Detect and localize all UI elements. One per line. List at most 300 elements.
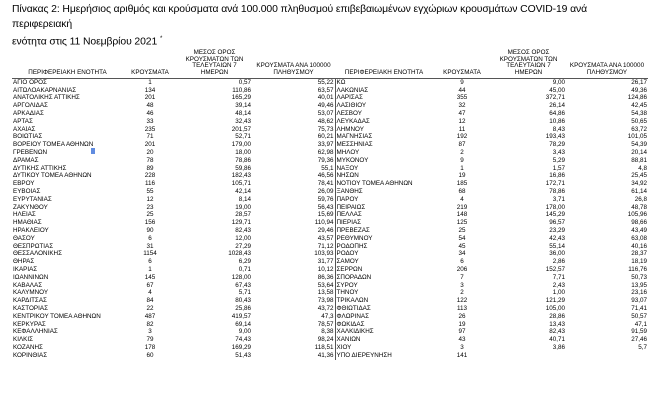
left-cases-value: 46 bbox=[146, 110, 154, 117]
right-per100k-value: 43,49 bbox=[631, 226, 647, 234]
left-avg-value: 27,29 bbox=[235, 242, 251, 250]
left-region-name: ΑΙΤΩΛΟΑΚΑΡΝΑΝΙΑΣ bbox=[13, 86, 77, 94]
right-cases-value: 3 bbox=[460, 281, 464, 289]
right-cases-value: 11 bbox=[458, 125, 466, 133]
left-per100k-value: 43,57 bbox=[252, 235, 335, 243]
left-per100k-value: 103,93 bbox=[252, 250, 335, 258]
left-avg-value: 48,14 bbox=[235, 110, 251, 117]
left-avg-value: 0,71 bbox=[238, 265, 251, 273]
left-avg-value: 182,43 bbox=[231, 172, 251, 180]
left-region-name: ΗΜΑΘΙΑΣ bbox=[13, 219, 42, 227]
left-per100k-value: 41,36 bbox=[252, 352, 335, 360]
left-region-name: ΒΟΙΩΤΙΑΣ bbox=[13, 133, 43, 141]
left-region-name: ΕΒΡΟΥ bbox=[13, 180, 35, 188]
left-per100k-value: 78,57 bbox=[252, 321, 335, 329]
right-avg-value: 145,29 bbox=[545, 211, 565, 219]
left-avg-value: 69,14 bbox=[235, 320, 251, 328]
left-avg-value: 52,71 bbox=[235, 133, 251, 141]
right-per100k-value: 23,16 bbox=[631, 289, 647, 297]
table-row bbox=[12, 344, 648, 352]
right-region-name: ΛΑΡΙΣΑΣ bbox=[336, 94, 363, 102]
left-per100k-value: 78,41 bbox=[252, 180, 335, 188]
table-row bbox=[12, 328, 648, 336]
right-avg-value: 3,71 bbox=[552, 195, 565, 203]
table-row bbox=[12, 110, 648, 118]
right-region-name: ΝΑΞΟΥ bbox=[336, 164, 359, 172]
left-per100k-value: 60,21 bbox=[252, 133, 335, 141]
header-region-right: ΠΕΡΙΦΕΡΕΙΑΚΗ ΕΝΟΤΗΤΑ bbox=[335, 50, 433, 78]
left-per100k-value: 43,72 bbox=[252, 305, 335, 313]
left-cases-value: 67 bbox=[146, 281, 154, 289]
right-cases-value: 87 bbox=[458, 141, 466, 149]
right-cases-value: 45 bbox=[458, 242, 466, 250]
left-cases-value: 48 bbox=[146, 102, 154, 110]
right-per100k-value: 116,76 bbox=[628, 265, 647, 273]
right-cases-value: 68 bbox=[458, 187, 466, 195]
left-cases-value: 228 bbox=[144, 172, 156, 180]
left-region-name: ΚΑΛΥΜΝΟΥ bbox=[13, 289, 49, 297]
right-cases-value: 54 bbox=[458, 234, 466, 242]
right-avg-value: 2,86 bbox=[552, 258, 565, 266]
right-cases-value: 4 bbox=[460, 195, 464, 203]
table-row bbox=[12, 305, 648, 313]
left-cases-value: 82 bbox=[146, 320, 154, 328]
right-cases-value: 19 bbox=[458, 320, 466, 328]
left-cases-value: 12 bbox=[146, 195, 154, 203]
right-avg-value: 13,43 bbox=[549, 320, 565, 328]
header-region-left: ΠΕΡΙΦΕΡΕΙΑΚΗ ΕΝΟΤΗΤΑ bbox=[12, 50, 123, 78]
right-per100k-value: 101,05 bbox=[627, 133, 647, 141]
left-avg-value: 82,43 bbox=[235, 226, 251, 234]
right-cases-value: 44 bbox=[458, 86, 466, 94]
right-cases-value: 25 bbox=[458, 226, 466, 234]
left-region-name: ΘΗΡΑΣ bbox=[13, 258, 35, 266]
right-per100k-value: 93,07 bbox=[631, 297, 647, 305]
right-cases-value: 206 bbox=[456, 265, 468, 273]
left-cases-value: 79 bbox=[146, 336, 154, 344]
table-row bbox=[12, 94, 648, 102]
right-per100k-value: 63,72 bbox=[631, 125, 647, 133]
right-per100k-value: 5,7 bbox=[638, 343, 647, 351]
left-per100k-value: 49,46 bbox=[252, 102, 335, 110]
left-cases-value: 134 bbox=[144, 86, 156, 94]
right-per100k-value: 54,39 bbox=[631, 141, 647, 149]
left-region-name: ΒΟΡΕΙΟΥ ΤΟΜΕΑ ΑΘΗΝΩΝ bbox=[13, 141, 94, 149]
left-cases-value: 20 bbox=[146, 148, 154, 156]
right-cases-value: 122 bbox=[456, 297, 468, 305]
left-region-name: ΗΡΑΚΛΕΙΟΥ bbox=[13, 226, 49, 234]
left-cases-value: 71 bbox=[146, 133, 154, 141]
left-avg-value: 9,00 bbox=[238, 328, 251, 336]
left-cases-value: 84 bbox=[146, 297, 154, 305]
left-cases-value: 178 bbox=[144, 343, 156, 351]
left-cases-value: 4 bbox=[148, 289, 152, 297]
left-cases-value: 1 bbox=[148, 78, 152, 86]
left-per100k-value: 73,98 bbox=[252, 297, 335, 305]
table-row bbox=[12, 149, 648, 157]
left-per100k-value: 15,69 bbox=[252, 211, 335, 219]
right-avg-value: 96,57 bbox=[549, 219, 565, 227]
right-region-name: ΠΕΛΛΑΣ bbox=[336, 211, 362, 219]
left-avg-value: 67,43 bbox=[235, 281, 251, 289]
left-region-name: ΘΑΣΟΥ bbox=[13, 234, 35, 242]
right-per100k-value: 26,8 bbox=[634, 195, 647, 203]
right-region-name: ΡΟΔΟΠΗΣ bbox=[336, 242, 368, 250]
left-cases-value: 487 bbox=[144, 312, 156, 320]
table-row bbox=[12, 196, 648, 204]
right-per100k-value: 61,14 bbox=[631, 187, 647, 195]
right-region-name: ΞΑΝΘΗΣ bbox=[336, 187, 363, 195]
left-avg-value: 5,71 bbox=[238, 289, 251, 297]
left-cases-value: 89 bbox=[146, 164, 154, 172]
table-row bbox=[12, 102, 648, 110]
right-cases-value: 355 bbox=[456, 94, 468, 102]
right-region-name: ΛΑΣΙΘΙΟΥ bbox=[336, 102, 367, 110]
left-region-name: ΘΕΣΠΡΩΤΙΑΣ bbox=[13, 242, 54, 250]
left-avg-value: 110,86 bbox=[232, 86, 251, 94]
right-region-name: ΤΗΝΟΥ bbox=[336, 289, 359, 297]
left-region-name: ΚΑΒΑΛΑΣ bbox=[13, 281, 43, 289]
left-avg-value: 42,14 bbox=[235, 187, 251, 195]
left-region-name: ΑΡΚΑΔΙΑΣ bbox=[13, 110, 44, 117]
left-region-name: ΕΥΒΟΙΑΣ bbox=[13, 187, 41, 195]
right-per100k-value: 48,78 bbox=[631, 203, 647, 211]
right-region-name: ΣΠΟΡΑΔΩΝ bbox=[336, 273, 372, 281]
left-region-name: ΖΑΚΥΝΘΟΥ bbox=[13, 203, 48, 211]
left-avg-value: 1028,43 bbox=[228, 250, 251, 258]
right-region-name: ΡΟΔΟΥ bbox=[336, 250, 359, 258]
left-region-name: ΙΩΑΝΝΙΝΩΝ bbox=[13, 273, 49, 281]
right-per100k-value: 63,08 bbox=[631, 234, 647, 242]
left-cases-value: 116 bbox=[144, 180, 156, 188]
right-avg-value: 26,14 bbox=[549, 102, 565, 110]
right-region-name: ΤΡΙΚΑΛΩΝ bbox=[336, 297, 369, 305]
right-per100k-value: 47,1 bbox=[634, 320, 647, 328]
table-row bbox=[12, 172, 648, 180]
right-cases-value: 2 bbox=[460, 148, 464, 156]
table-row bbox=[12, 274, 648, 282]
table-row bbox=[12, 157, 648, 165]
left-per100k-value: 29,46 bbox=[252, 227, 335, 235]
right-per100k-value: 98,66 bbox=[631, 219, 647, 227]
right-avg-value: 78,86 bbox=[549, 187, 565, 195]
table-row bbox=[12, 235, 648, 243]
left-per100k-value: 53,64 bbox=[252, 282, 335, 290]
right-region-name: ΝΟΤΙΟΥ ΤΟΜΕΑ ΑΘΗΝΩΝ bbox=[336, 180, 413, 188]
table-header-row bbox=[12, 50, 648, 78]
right-region-name: ΜΗΛΟΥ bbox=[336, 148, 360, 156]
right-avg-value: 105,00 bbox=[545, 304, 565, 312]
left-region-name: ΚΑΡΔΙΤΣΑΣ bbox=[13, 297, 47, 305]
left-cases-value: 23 bbox=[146, 203, 154, 211]
right-avg-value: 45,00 bbox=[549, 86, 565, 94]
left-region-name: ΚΟΡΙΝΘΙΑΣ bbox=[13, 351, 48, 359]
right-avg-value: 36,00 bbox=[549, 250, 565, 258]
right-cases-value: 19 bbox=[458, 172, 466, 180]
left-avg-value: 105,71 bbox=[231, 180, 251, 188]
left-cases-value: 6 bbox=[148, 258, 152, 266]
left-region-name: ΔΥΤΙΚΟΥ ΤΟΜΕΑ ΑΘΗΝΩΝ bbox=[13, 172, 92, 180]
table-row bbox=[12, 321, 648, 329]
right-per100k-value: 71,41 bbox=[631, 304, 647, 312]
right-region-name: ΣΥΡΟΥ bbox=[336, 281, 358, 289]
left-per100k-value: 79,36 bbox=[252, 157, 335, 165]
right-per100k-value: 54,38 bbox=[631, 110, 647, 117]
table-row bbox=[12, 87, 648, 95]
left-region-name: ΑΡΤΑΣ bbox=[13, 117, 33, 125]
left-per100k-value: 63,57 bbox=[252, 87, 335, 95]
right-cases-value: 2 bbox=[460, 289, 464, 297]
right-per100k-value: 26,17 bbox=[631, 78, 647, 86]
right-cases-value: 12 bbox=[458, 117, 466, 125]
left-region-name: ΚΕΡΚΥΡΑΣ bbox=[13, 320, 46, 328]
left-cases-value: 6 bbox=[148, 234, 152, 242]
header-cases-left: ΚΡΟΥΣΜΑΤΑ bbox=[123, 50, 177, 78]
right-cases-value: 26 bbox=[458, 312, 466, 320]
table-row bbox=[12, 78, 648, 86]
left-avg-value: 8,14 bbox=[238, 195, 251, 203]
right-region-name: ΣΕΡΡΩΝ bbox=[336, 265, 363, 273]
right-region-name: ΣΑΜΟΥ bbox=[336, 258, 359, 266]
left-region-name: ΑΧΑΪΑΣ bbox=[13, 125, 36, 133]
right-avg-value: 178,00 bbox=[545, 203, 565, 211]
right-cases-value: 219 bbox=[456, 203, 468, 211]
left-avg-value: 80,43 bbox=[235, 297, 251, 305]
table-row bbox=[12, 141, 648, 149]
left-cases-value: 3 bbox=[148, 328, 152, 336]
right-avg-value: 42,43 bbox=[549, 234, 565, 242]
left-avg-value: 51,43 bbox=[235, 351, 251, 359]
right-region-name: ΦΘΙΩΤΙΔΑΣ bbox=[336, 304, 371, 312]
left-cases-value: 31 bbox=[146, 242, 154, 250]
right-per100k-value: 34,92 bbox=[631, 180, 647, 188]
left-cases-value: 201 bbox=[144, 94, 156, 102]
right-avg-value: 3,86 bbox=[552, 343, 565, 351]
left-per100k-value: 33,97 bbox=[252, 141, 335, 149]
right-avg-value: 121,29 bbox=[545, 297, 565, 305]
right-avg-value: 23,29 bbox=[549, 226, 565, 234]
right-region-name: ΛΕΥΚΑΔΑΣ bbox=[336, 117, 370, 125]
left-cases-value: 1 bbox=[148, 265, 152, 273]
table-row bbox=[12, 219, 648, 227]
left-per100k-value: 55,22 bbox=[252, 78, 335, 86]
right-cases-value: 1 bbox=[460, 164, 464, 172]
left-avg-value: 59,86 bbox=[235, 164, 251, 172]
right-region-name: ΛΑΚΩΝΙΑΣ bbox=[336, 86, 369, 94]
left-per100k-value: 13,58 bbox=[252, 289, 335, 297]
right-cases-value: 113 bbox=[456, 304, 468, 312]
right-per100k-value: 91,59 bbox=[631, 328, 647, 336]
right-avg-value: 16,86 bbox=[549, 172, 565, 180]
right-per100k-value: 105,96 bbox=[627, 211, 647, 219]
left-per100k-value: 47,3 bbox=[252, 313, 335, 321]
right-region-name: ΧΙΟΥ bbox=[336, 343, 352, 351]
left-avg-value: 74,43 bbox=[235, 336, 251, 344]
right-per100k-value: 18,19 bbox=[631, 258, 647, 266]
left-cases-value: 201 bbox=[144, 141, 156, 149]
left-region-name: ΕΥΡΥΤΑΝΙΑΣ bbox=[13, 195, 52, 203]
cases-table bbox=[12, 50, 648, 360]
left-avg-value: 28,57 bbox=[235, 211, 251, 219]
right-avg-value: 5,29 bbox=[552, 156, 565, 164]
right-per100k-value: 50,57 bbox=[631, 312, 647, 320]
left-cases-value: 1154 bbox=[143, 250, 157, 258]
left-per100k-value: 8,38 bbox=[252, 328, 335, 336]
left-avg-value: 179,00 bbox=[231, 141, 251, 149]
left-cases-value: 60 bbox=[146, 351, 154, 359]
right-per100k-value: 28,37 bbox=[631, 250, 647, 258]
left-cases-value: 78 bbox=[146, 156, 154, 164]
left-avg-value: 169,29 bbox=[231, 343, 251, 351]
left-avg-value: 39,14 bbox=[235, 102, 251, 110]
left-per100k-value: 10,12 bbox=[252, 266, 335, 274]
right-cases-value: 3 bbox=[460, 343, 464, 351]
table-row bbox=[12, 336, 648, 344]
table-row bbox=[12, 180, 648, 188]
right-region-name: ΡΕΘΥΜΝΟΥ bbox=[336, 234, 373, 242]
right-region-name: ΠΙΕΡΙΑΣ bbox=[336, 219, 362, 227]
left-per100k-value: 26,09 bbox=[252, 188, 335, 196]
table-row bbox=[12, 297, 648, 305]
left-per100k-value: 118,51 bbox=[252, 344, 335, 352]
table-row bbox=[12, 282, 648, 290]
right-region-name: ΠΑΡΟΥ bbox=[336, 195, 359, 203]
right-region-name: ΧΑΝΙΩΝ bbox=[336, 336, 361, 344]
left-region-name: ΘΕΣΣΑΛΟΝΙΚΗΣ bbox=[13, 250, 62, 258]
table-row bbox=[12, 258, 648, 266]
right-avg-value: 1,57 bbox=[552, 164, 565, 172]
right-per100k-value: 49,36 bbox=[631, 86, 647, 94]
right-avg-value: 8,43 bbox=[552, 125, 565, 133]
right-cases-value: 125 bbox=[456, 219, 468, 227]
header-avg-left: ΜΕΣΟΣ ΟΡΟΣ ΚΡΟΥΣΜΑΤΩΝ ΤΩΝ ΤΕΛΕΥΤΑΙΩΝ 7 ΗΜΕΡΩΝ bbox=[177, 50, 252, 78]
left-avg-value: 419,57 bbox=[231, 312, 251, 320]
right-region-name: ΧΑΛΚΙΔΙΚΗΣ bbox=[336, 328, 374, 336]
left-avg-value: 19,00 bbox=[235, 203, 251, 211]
left-region-name: ΔΥΤΙΚΗΣ ΑΤΤΙΚΗΣ bbox=[13, 164, 67, 172]
right-cases-value: 185 bbox=[456, 180, 468, 188]
left-per100k-value: 56,43 bbox=[252, 204, 335, 212]
right-cases-value: 34 bbox=[458, 250, 466, 258]
table-row bbox=[12, 266, 648, 274]
right-region-name: ΜΥΚΟΝΟΥ bbox=[336, 156, 369, 164]
right-region-name: ΠΕΙΡΑΙΩΣ bbox=[336, 203, 366, 211]
left-cases-value: 55 bbox=[146, 187, 154, 195]
table-row bbox=[12, 188, 648, 196]
left-per100k-value: 31,77 bbox=[252, 258, 335, 266]
right-avg-value: 152,57 bbox=[545, 265, 565, 273]
right-per100k-value: 25,45 bbox=[631, 172, 647, 180]
left-per100k-value: 98,24 bbox=[252, 336, 335, 344]
left-region-name: ΚΕΝΤΡΙΚΟΥ ΤΟΜΕΑ ΑΘΗΝΩΝ bbox=[13, 312, 101, 320]
right-avg-value: 64,86 bbox=[549, 110, 565, 117]
left-region-name: ΓΡΕΒΕΝΩΝ bbox=[13, 148, 48, 156]
header-avg-right: ΜΕΣΟΣ ΟΡΟΣ ΚΡΟΥΣΜΑΤΩΝ ΤΩΝ ΤΕΛΕΥΤΑΙΩΝ 7 ΗΜΕΡΩΝ bbox=[491, 50, 566, 78]
left-avg-value: 18,00 bbox=[235, 148, 251, 156]
table-row bbox=[12, 313, 648, 321]
right-avg-value bbox=[491, 352, 566, 360]
left-cases-value: 156 bbox=[144, 219, 156, 227]
left-per100k-value: 40,01 bbox=[252, 94, 335, 102]
right-region-name: ΜΕΣΣΗΝΙΑΣ bbox=[336, 141, 373, 149]
right-avg-value: 40,71 bbox=[549, 336, 565, 344]
left-avg-value: 12,00 bbox=[235, 234, 251, 242]
table-row bbox=[12, 227, 648, 235]
right-cases-value: 7 bbox=[460, 273, 464, 281]
right-cases-value: 32 bbox=[458, 102, 466, 110]
table-row bbox=[12, 352, 648, 360]
left-avg-value: 165,29 bbox=[231, 94, 251, 102]
right-avg-value: 372,71 bbox=[545, 94, 565, 102]
caption-line-2 bbox=[12, 32, 647, 49]
left-region-name: ΙΚΑΡΙΑΣ bbox=[13, 265, 38, 273]
right-avg-value: 78,29 bbox=[549, 141, 565, 149]
right-avg-value: 10,86 bbox=[549, 117, 565, 125]
right-cases-value: 97 bbox=[458, 328, 466, 336]
table-row bbox=[12, 243, 648, 251]
left-per100k-value: 75,73 bbox=[252, 126, 335, 134]
right-cases-value: 192 bbox=[456, 133, 468, 141]
left-avg-value: 0,57 bbox=[238, 78, 251, 86]
right-cases-value: 148 bbox=[456, 211, 468, 219]
right-avg-value: 2,43 bbox=[552, 281, 565, 289]
left-avg-value: 6,29 bbox=[238, 258, 251, 266]
caption-line-1: Πίνακας 2: Ημερήσιος αριθμός και κρούσματα ανά 100.000 πληθυσμού επιβεβαιωμένων εγχώριων κρουσμάτων COVID-19 ανά περιφερειακή bbox=[12, 4, 588, 30]
right-cases-value: 47 bbox=[458, 110, 466, 117]
right-region-name: ΚΩ bbox=[336, 78, 346, 86]
right-per100k-value: 88,81 bbox=[631, 156, 647, 164]
right-per100k-value: 42,45 bbox=[631, 102, 647, 110]
right-region-name: ΦΛΩΡΙΝΑΣ bbox=[336, 312, 370, 320]
left-per100k-value: 55,1 bbox=[252, 165, 335, 173]
right-per100k-value: 40,16 bbox=[631, 242, 647, 250]
right-cases-value: 43 bbox=[458, 336, 466, 344]
table-row bbox=[12, 250, 648, 258]
right-per100k-value: 50,65 bbox=[631, 117, 647, 125]
right-per100k-value bbox=[566, 352, 648, 360]
right-avg-value: 55,14 bbox=[549, 242, 565, 250]
left-avg-value: 128,00 bbox=[231, 273, 251, 281]
left-region-name: ΑΓΙΟ ΟΡΟΣ bbox=[13, 78, 47, 86]
right-cases-value: 9 bbox=[460, 78, 464, 86]
left-region-name: ΚΟΖΑΝΗΣ bbox=[13, 343, 43, 351]
text-cursor-marker bbox=[91, 148, 95, 154]
left-per100k-value: 46,56 bbox=[252, 172, 335, 180]
right-region-name: ΝΗΣΩΝ bbox=[336, 172, 359, 180]
right-avg-value: 3,43 bbox=[552, 148, 565, 156]
left-avg-value: 32,43 bbox=[235, 117, 251, 125]
right-avg-value: 172,71 bbox=[545, 180, 565, 188]
left-per100k-value: 86,36 bbox=[252, 274, 335, 282]
left-region-name: ΚΕΦΑΛΛΗΝΙΑΣ bbox=[13, 328, 58, 336]
table-body bbox=[12, 78, 648, 359]
footnote-marker: * bbox=[159, 36, 163, 42]
left-region-name: ΔΡΑΜΑΣ bbox=[13, 156, 39, 164]
left-avg-value: 129,71 bbox=[231, 219, 251, 227]
left-per100k-value: 53,07 bbox=[252, 110, 335, 118]
left-cases-value: 33 bbox=[146, 117, 154, 125]
table-row bbox=[12, 165, 648, 173]
header-per100k-right: ΚΡΟΥΣΜΑΤΑ ΑΝΑ 100000 ΠΛΗΘΥΣΜΟΥ bbox=[566, 50, 648, 78]
right-cases-value: 6 bbox=[460, 258, 464, 266]
left-region-name: ΗΛΕΙΑΣ bbox=[13, 211, 36, 219]
right-avg-value: 1,00 bbox=[552, 289, 565, 297]
caption-line-2-text: ενότητα στις 11 Νοεμβρίου 2021 bbox=[12, 36, 158, 48]
table-caption bbox=[12, 2, 647, 49]
right-cases-value: 141 bbox=[456, 351, 468, 359]
right-avg-value: 7,71 bbox=[552, 273, 565, 281]
left-per100k-value: 59,76 bbox=[252, 196, 335, 204]
